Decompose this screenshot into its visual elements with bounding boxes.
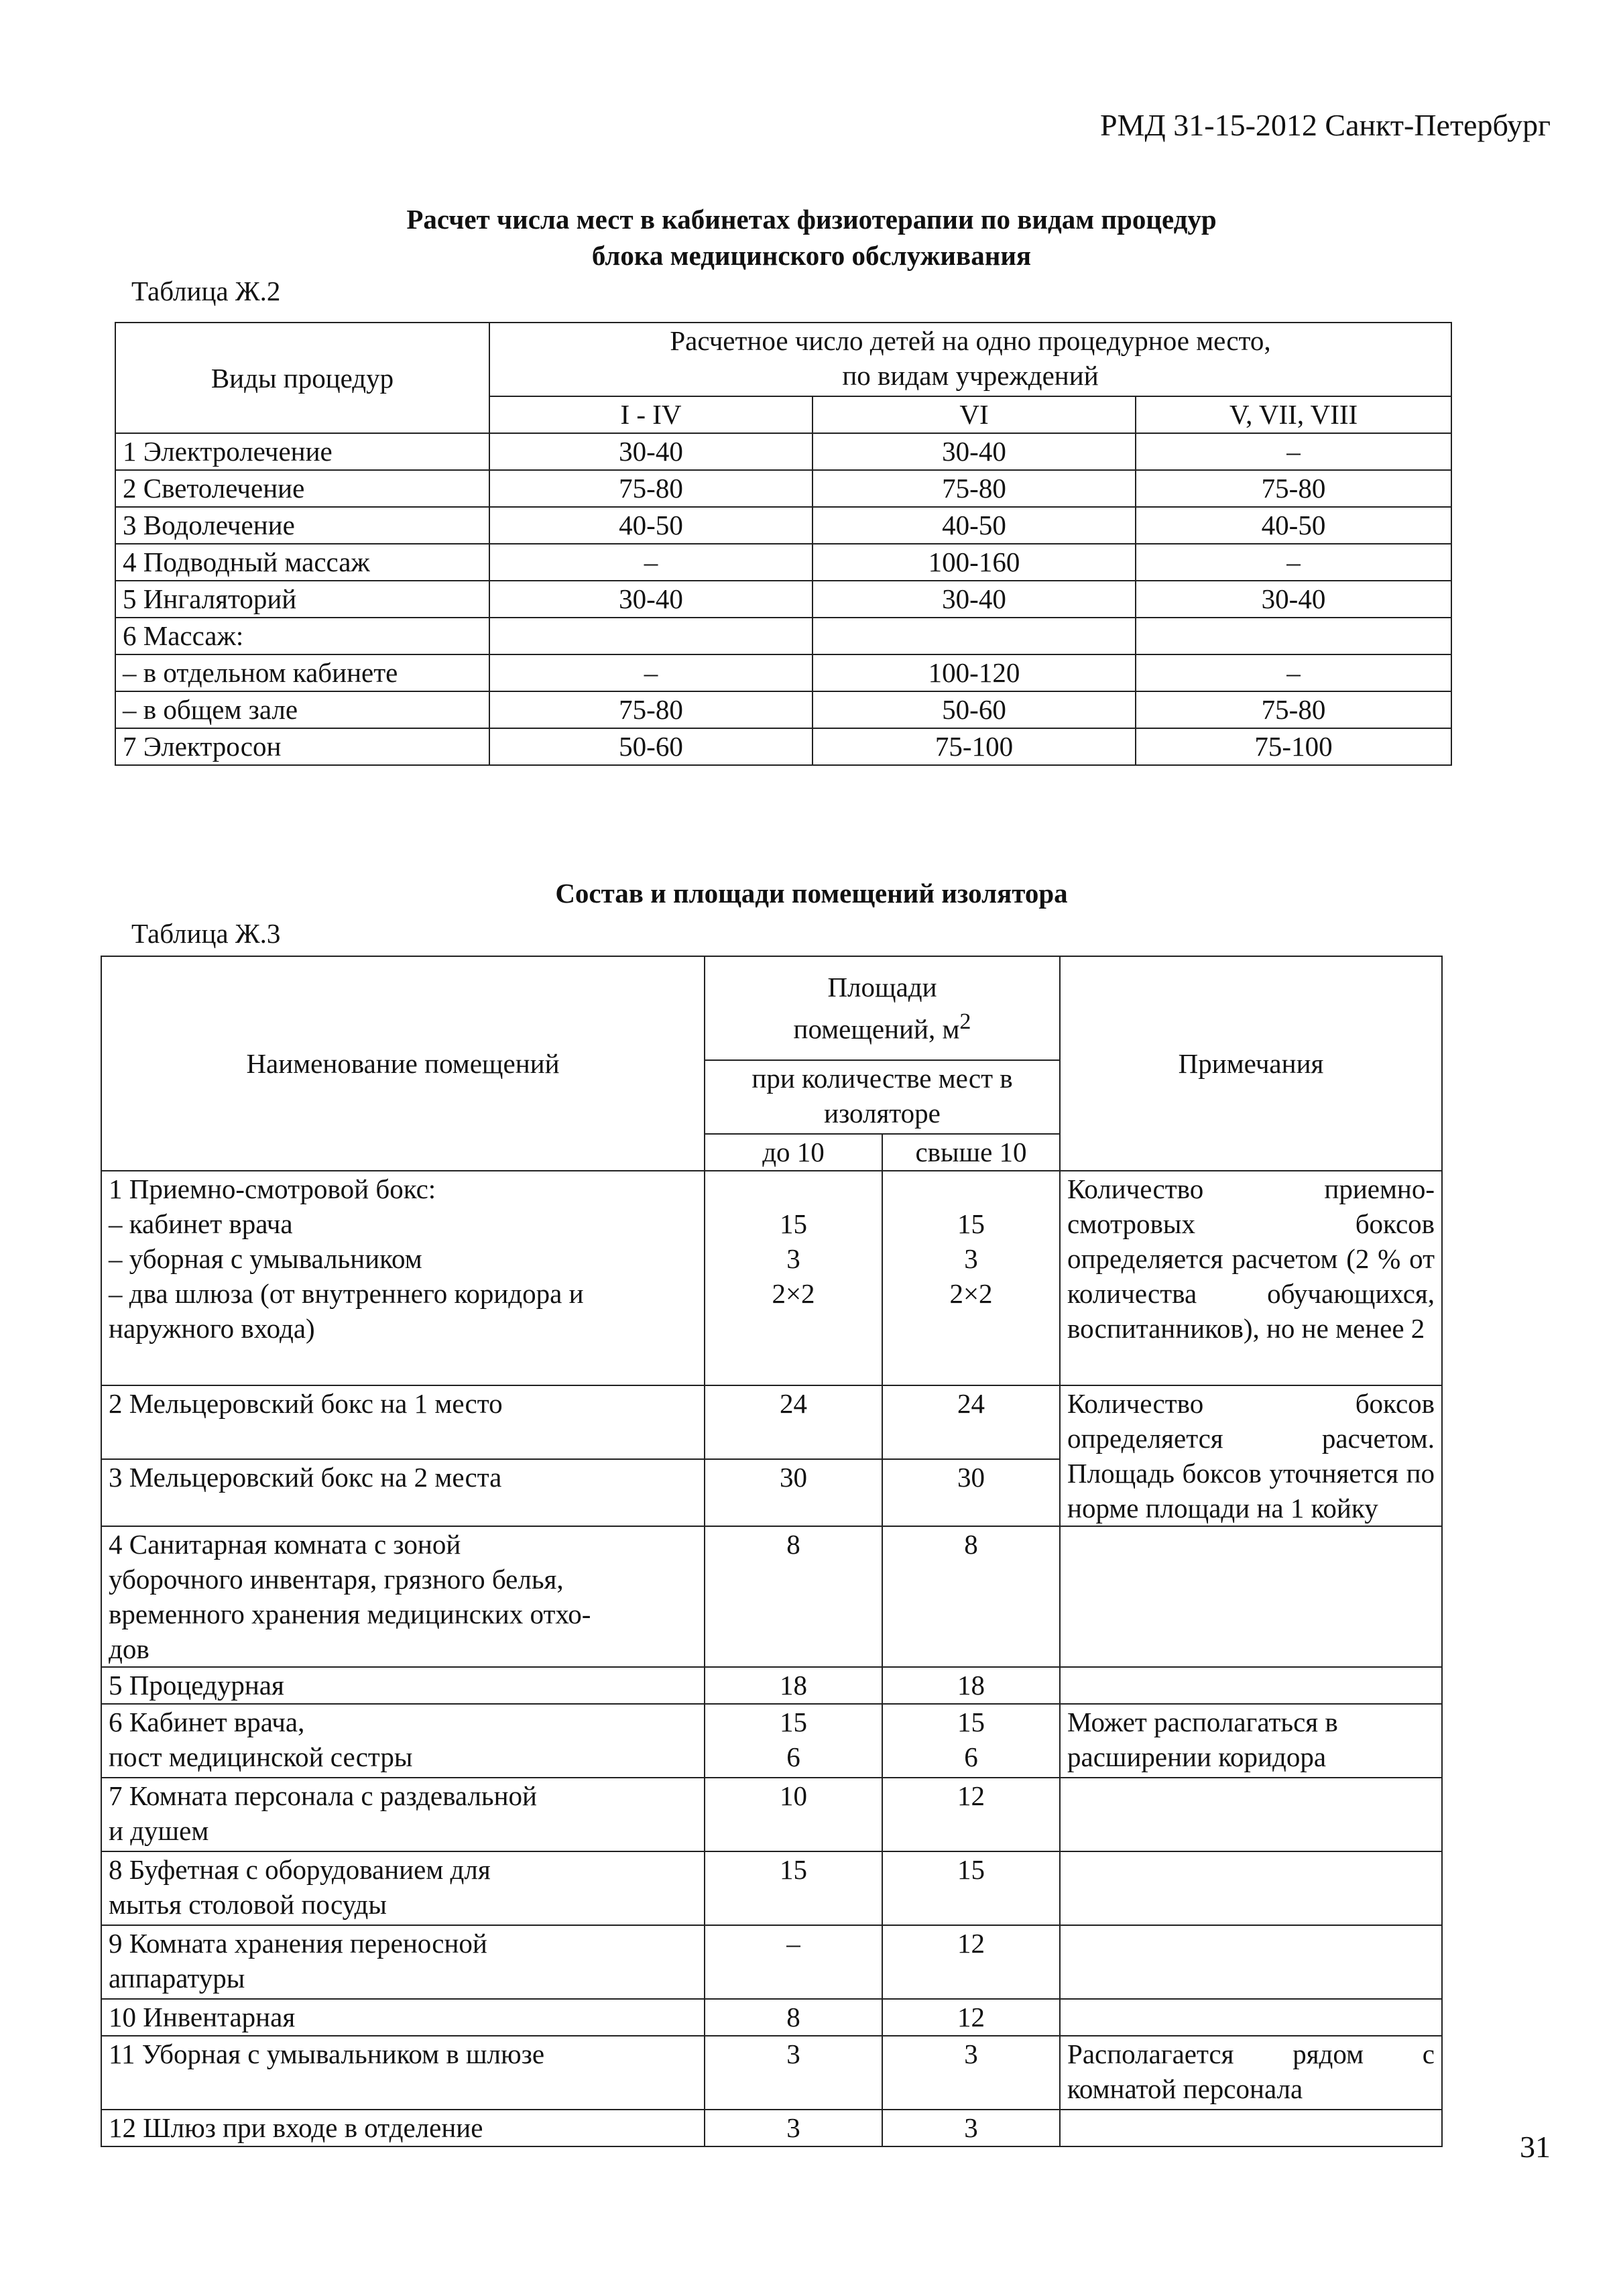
table3-head-area-line1: Площади (827, 972, 937, 1003)
table3-head-area-line2 (712, 1005, 1053, 1047)
line: – кабинет врача (109, 1208, 293, 1239)
table-row (115, 470, 1451, 507)
table3-head-upto: до 10 (705, 1134, 882, 1171)
line: временного хранения медицинских отхо- (109, 1599, 591, 1629)
table2-head-procedures: Виды процедур (115, 323, 489, 433)
row-name: 11 Уборная с умывальником в шлюзе (101, 2036, 705, 2110)
cell: 40-50 (813, 507, 1136, 544)
line: 7 Комната персонала с раздевальной (109, 1780, 537, 1811)
table2-title (0, 201, 1623, 274)
table-row (101, 1704, 1442, 1778)
row-name: – в отдельном кабинете (115, 654, 489, 691)
cell: 40-50 (489, 507, 813, 544)
table2-head-group-line1: Расчетное число детей на одно процедурное место, (670, 325, 1271, 356)
table-row (115, 581, 1451, 618)
cell: 75-80 (489, 470, 813, 507)
line: наружного входа) (109, 1313, 315, 1344)
cell: 100-120 (813, 654, 1136, 691)
table2 (115, 322, 1452, 766)
table3-head-notes: Примечания (1060, 956, 1442, 1171)
table-row (115, 728, 1451, 765)
cell: 30-40 (1136, 581, 1451, 618)
cell: 75-80 (489, 691, 813, 728)
cell: 24 (705, 1385, 882, 1459)
row-name: 7 Электросон (115, 728, 489, 765)
line: 6 Кабинет врача, (109, 1707, 305, 1737)
table2-head-group (489, 323, 1451, 396)
cell: 30 (705, 1459, 882, 1526)
line: 6 (964, 1741, 978, 1772)
table-row (101, 1999, 1442, 2036)
cell: 24 (882, 1385, 1060, 1459)
line: – два шлюза (от внутреннего коридора и (109, 1278, 584, 1309)
table2-title-line2: блока медицинского обслуживания (591, 240, 1032, 271)
cell: – (489, 654, 813, 691)
table-row (101, 1171, 1442, 1385)
cell: 30-40 (813, 433, 1136, 470)
line (890, 1171, 1053, 1206)
line: 9 Комната хранения переносной (109, 1928, 487, 1959)
table-row (101, 1778, 1442, 1851)
table2-col-3: V, VII, VIII (1136, 396, 1451, 433)
line: 6 (786, 1741, 800, 1772)
cell: 30 (882, 1459, 1060, 1526)
row-name: – в общем зале (115, 691, 489, 728)
table-row (101, 1925, 1442, 1999)
table2-col-1: I - IV (489, 396, 813, 433)
note-cell: Количество приемно-смотровых боксов определяется расчетом (2 % от количества обучающихся, воспитанников), но не менее 2 (1060, 1171, 1442, 1385)
line: – уборная с умывальником (109, 1243, 422, 1274)
cell: 12 (882, 1999, 1060, 2036)
table-row (101, 1667, 1442, 1704)
row-name: 2 Мельцеровский бокс на 1 место (101, 1385, 705, 1459)
cell (882, 1171, 1060, 1385)
line: Может располагаться в (1067, 1707, 1338, 1737)
note-cell (1060, 1999, 1442, 2036)
line: 1 Приемно-смотровой бокс: (109, 1173, 436, 1204)
row-name: 4 Подводный массаж (115, 544, 489, 581)
cell: 75-80 (813, 470, 1136, 507)
line: 2×2 (772, 1278, 815, 1309)
cell: 30-40 (489, 581, 813, 618)
cell (1136, 618, 1451, 654)
table2-title-line1: Расчет числа мест в кабинетах физиотерапии по видам процедур (406, 204, 1217, 235)
note-cell: Количество боксов определяется расчетом. Площадь боксов уточняется по норме площади на 1 койку (1060, 1385, 1442, 1526)
row-name: 6 Массаж: (115, 618, 489, 654)
table3-head-places-line2: изоляторе (824, 1098, 941, 1129)
table-row (115, 618, 1451, 654)
table3-head-places (705, 1060, 1060, 1134)
row-name: 5 Ингаляторий (115, 581, 489, 618)
cell: 30-40 (489, 433, 813, 470)
cell: – (705, 1925, 882, 1999)
cell: 12 (882, 1925, 1060, 1999)
row-name (101, 1851, 705, 1925)
cell: – (489, 544, 813, 581)
cell: 75-80 (1136, 691, 1451, 728)
note-cell: Располагается рядом с комнатой персонала (1060, 2036, 1442, 2110)
line: дов (109, 1633, 149, 1664)
row-name (101, 1704, 705, 1778)
cell: 75-100 (1136, 728, 1451, 765)
cell (882, 1704, 1060, 1778)
row-name: 3 Мельцеровский бокс на 2 места (101, 1459, 705, 1526)
cell: 8 (705, 1999, 882, 2036)
table3-title: Состав и площади помещений изолятора (555, 878, 1068, 909)
note-cell (1060, 1851, 1442, 1925)
row-name: 3 Водолечение (115, 507, 489, 544)
table-row (115, 433, 1451, 470)
cell: 3 (705, 2036, 882, 2110)
line: мытья столовой посуды (109, 1889, 387, 1920)
cell: 8 (705, 1526, 882, 1667)
note-cell (1060, 1778, 1442, 1851)
row-name: 12 Шлюз при входе в отделение (101, 2110, 705, 2146)
cell: 18 (882, 1667, 1060, 1704)
table-row (115, 654, 1451, 691)
table3-head-over: свыше 10 (882, 1134, 1060, 1171)
line: 3 (964, 1243, 978, 1274)
table3 (101, 956, 1443, 2147)
line: 2×2 (949, 1278, 993, 1309)
row-name (101, 1526, 705, 1667)
note-cell (1060, 1704, 1442, 1778)
cell: 12 (882, 1778, 1060, 1851)
cell: 10 (705, 1778, 882, 1851)
cell: 75-100 (813, 728, 1136, 765)
line: и душем (109, 1815, 209, 1846)
table2-col-2: VI (813, 396, 1136, 433)
cell: 50-60 (813, 691, 1136, 728)
row-name: 2 Светолечение (115, 470, 489, 507)
table-row (101, 1385, 1442, 1459)
table-row (115, 507, 1451, 544)
cell: 40-50 (1136, 507, 1451, 544)
cell: 75-80 (1136, 470, 1451, 507)
cell: – (1136, 654, 1451, 691)
cell (813, 618, 1136, 654)
cell: 3 (882, 2036, 1060, 2110)
line: 15 (780, 1707, 807, 1737)
table-row (101, 1526, 1442, 1667)
cell: 30-40 (813, 581, 1136, 618)
line: 15 (957, 1707, 985, 1737)
line: уборочного инвентаря, грязного белья, (109, 1564, 564, 1595)
table3-label: Таблица Ж.3 (131, 918, 281, 949)
table-row (115, 691, 1451, 728)
area-unit-sup: 2 (959, 1009, 971, 1035)
table-row (101, 2036, 1442, 2110)
document-header: РМД 31-15-2012 Санкт-Петербург (1099, 108, 1551, 142)
cell: 15 (882, 1851, 1060, 1925)
table-row (115, 544, 1451, 581)
line: пост медицинской сестры (109, 1741, 413, 1772)
cell: 100-160 (813, 544, 1136, 581)
cell (705, 1171, 882, 1385)
line: 15 (780, 1208, 807, 1239)
note-cell (1060, 1667, 1442, 1704)
row-name (101, 1925, 705, 1999)
table3-head-places-line1: при количестве мест в (752, 1063, 1013, 1094)
table3-head-area (705, 956, 1060, 1060)
row-name: 10 Инвентарная (101, 1999, 705, 2036)
table2-label: Таблица Ж.2 (131, 276, 281, 306)
table-row (101, 1851, 1442, 1925)
page-number: 31 (1520, 2130, 1551, 2164)
row-name (101, 1778, 705, 1851)
line: 15 (957, 1208, 985, 1239)
cell: 8 (882, 1526, 1060, 1667)
cell: 15 (705, 1851, 882, 1925)
cell: 18 (705, 1667, 882, 1704)
cell (705, 1704, 882, 1778)
line (712, 1171, 875, 1206)
note-cell (1060, 1925, 1442, 1999)
row-name (101, 1171, 705, 1385)
row-name: 5 Процедурная (101, 1667, 705, 1704)
cell (489, 618, 813, 654)
cell: 50-60 (489, 728, 813, 765)
line: 8 Буфетная с оборудованием для (109, 1854, 491, 1885)
area-unit-text: помещений, м (793, 1013, 960, 1045)
note-cell (1060, 2110, 1442, 2146)
cell: 3 (705, 2110, 882, 2146)
cell: – (1136, 544, 1451, 581)
line: 4 Санитарная комната с зоной (109, 1529, 461, 1560)
line: 3 (786, 1243, 800, 1274)
table3-head-name: Наименование помещений (101, 956, 705, 1171)
line: аппаратуры (109, 1963, 245, 1994)
note-cell (1060, 1526, 1442, 1667)
cell: 3 (882, 2110, 1060, 2146)
table2-head-group-line2: по видам учреждений (842, 360, 1099, 391)
row-name: 1 Электролечение (115, 433, 489, 470)
line: расширении коридора (1067, 1741, 1327, 1772)
table-row (101, 2110, 1442, 2146)
cell: – (1136, 433, 1451, 470)
